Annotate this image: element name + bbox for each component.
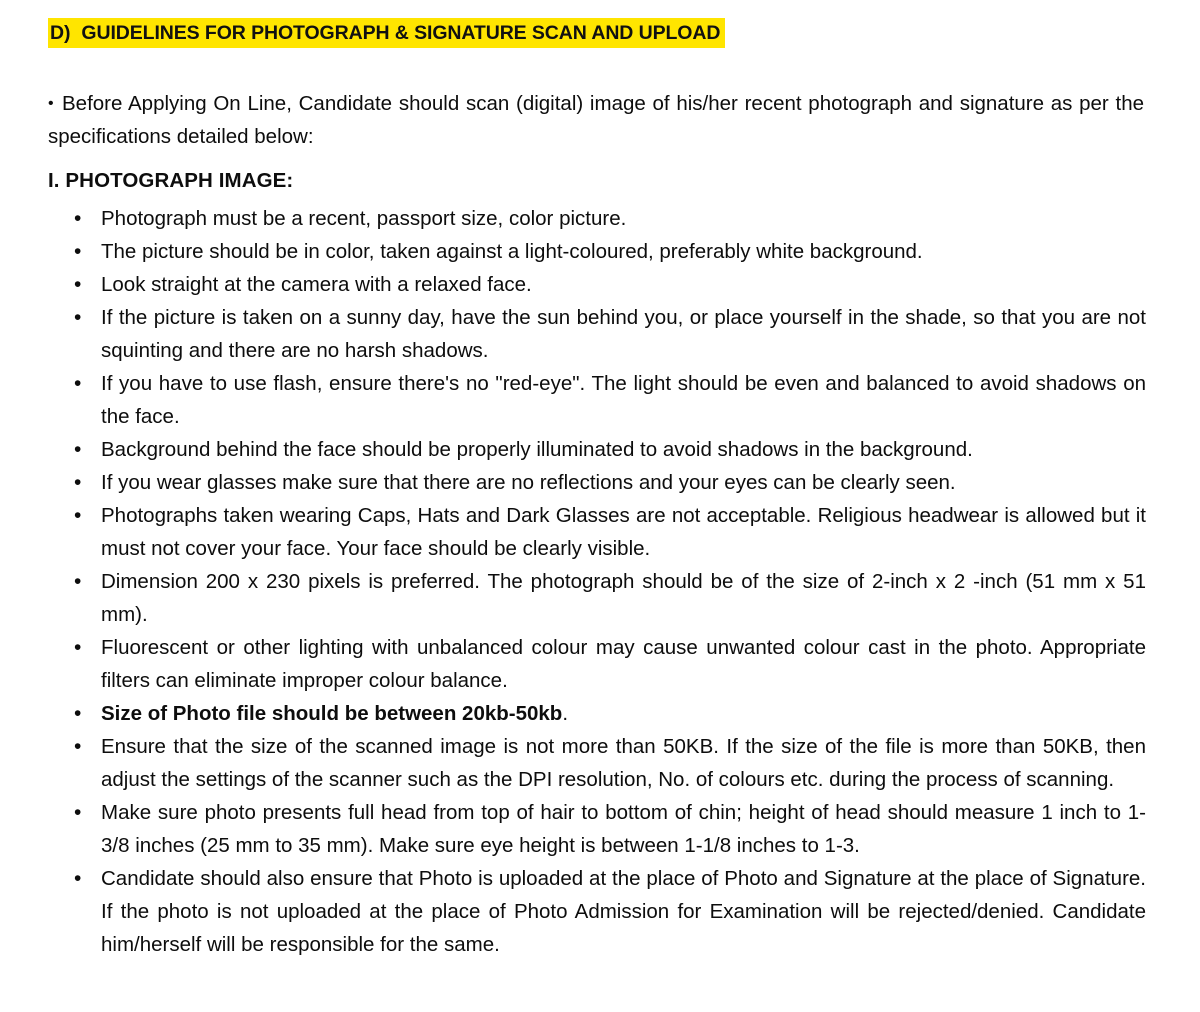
list-item-text: • The picture should be in color, taken against a light-coloured, preferably white background. <box>101 240 923 263</box>
list-item <box>68 268 1146 301</box>
section-heading <box>48 18 725 48</box>
list-item <box>68 631 1146 697</box>
list-item-bold-text: Size of Photo file should be between 20kb-50kb <box>101 702 563 725</box>
list-item <box>68 433 1146 466</box>
list-item-text: • Fluorescent or other lighting with unbalanced colour may cause unwanted colour cast in the photo. Appropriate filters can eliminate improper colour balance. <box>101 636 1146 692</box>
list-item-text: • Ensure that the size of the scanned image is not more than 50KB. If the size of the file is more than 50KB, then adjust the settings of the scanner such as the DPI resolution, No. of colours etc. during the process of scanning. <box>101 735 1146 791</box>
list-item-text: • Photographs taken wearing Caps, Hats and Dark Glasses are not acceptable. Religious headwear is allowed but it must not cover your face. Your face should be clearly visible. <box>101 504 1146 560</box>
list-item-text: • Dimension 200 x 230 pixels is preferred. The photograph should be of the size of 2-inch x 2 -inch (51 mm x 51 mm). <box>101 570 1146 626</box>
list-item <box>68 862 1146 961</box>
list-item <box>68 565 1146 631</box>
list-item-text-wrapper <box>101 697 1146 730</box>
subsection-title: I. PHOTOGRAPH IMAGE: <box>48 169 294 192</box>
list-item-text: • Background behind the face should be properly illuminated to avoid shadows in the background. <box>101 438 973 461</box>
list-item-text: • If you wear glasses make sure that there are no reflections and your eyes can be clearly seen. <box>101 471 956 494</box>
list-item <box>68 367 1146 433</box>
list-item-text: • Make sure photo presents full head from top of hair to bottom of chin; height of head should measure 1 inch to 1-3/8 inches (25 mm to 35 mm). Make sure eye height is between 1-1/8 inches to 1-3. <box>101 801 1146 857</box>
intro-bullet-icon: • <box>48 94 54 112</box>
list-item-emphasized <box>68 697 1146 730</box>
section-label: D) <box>50 22 71 44</box>
section-heading-row <box>48 18 1148 48</box>
section-title: GUIDELINES FOR PHOTOGRAPH & SIGNATURE SCAN AND UPLOAD <box>81 22 721 44</box>
list-item-text: • Candidate should also ensure that Photo is uploaded at the place of Photo and Signature at the place of Signature. If the photo is not uploaded at the place of Photo Admission for Examination will be rejected/denied. Candidate him/herself will be responsible for the same. <box>101 867 1146 956</box>
list-item-text: • Look straight at the camera with a relaxed face. <box>101 273 532 296</box>
list-item-trailing-text: . <box>562 702 569 725</box>
intro-paragraph <box>48 87 1144 153</box>
list-item <box>68 730 1146 796</box>
photograph-guidelines-list <box>68 202 1146 961</box>
list-item-text: • If the picture is taken on a sunny day, have the sun behind you, or place yourself in the shade, so that you are not squinting and there are no harsh shadows. <box>101 306 1146 362</box>
list-item <box>68 235 1146 268</box>
list-item <box>68 796 1146 862</box>
list-item <box>68 466 1146 499</box>
list-item-text: • If you have to use flash, ensure there's no "red-eye". The light should be even and balanced to avoid shadows on the face. <box>101 372 1146 428</box>
list-item <box>68 499 1146 565</box>
list-item-text: • Photograph must be a recent, passport size, color picture. <box>101 207 627 230</box>
intro-text: Before Applying On Line, Candidate should scan (digital) image of his/her recent photograph and signature as per the specifications detailed below: <box>48 91 1144 148</box>
list-item <box>68 202 1146 235</box>
list-item <box>68 301 1146 367</box>
